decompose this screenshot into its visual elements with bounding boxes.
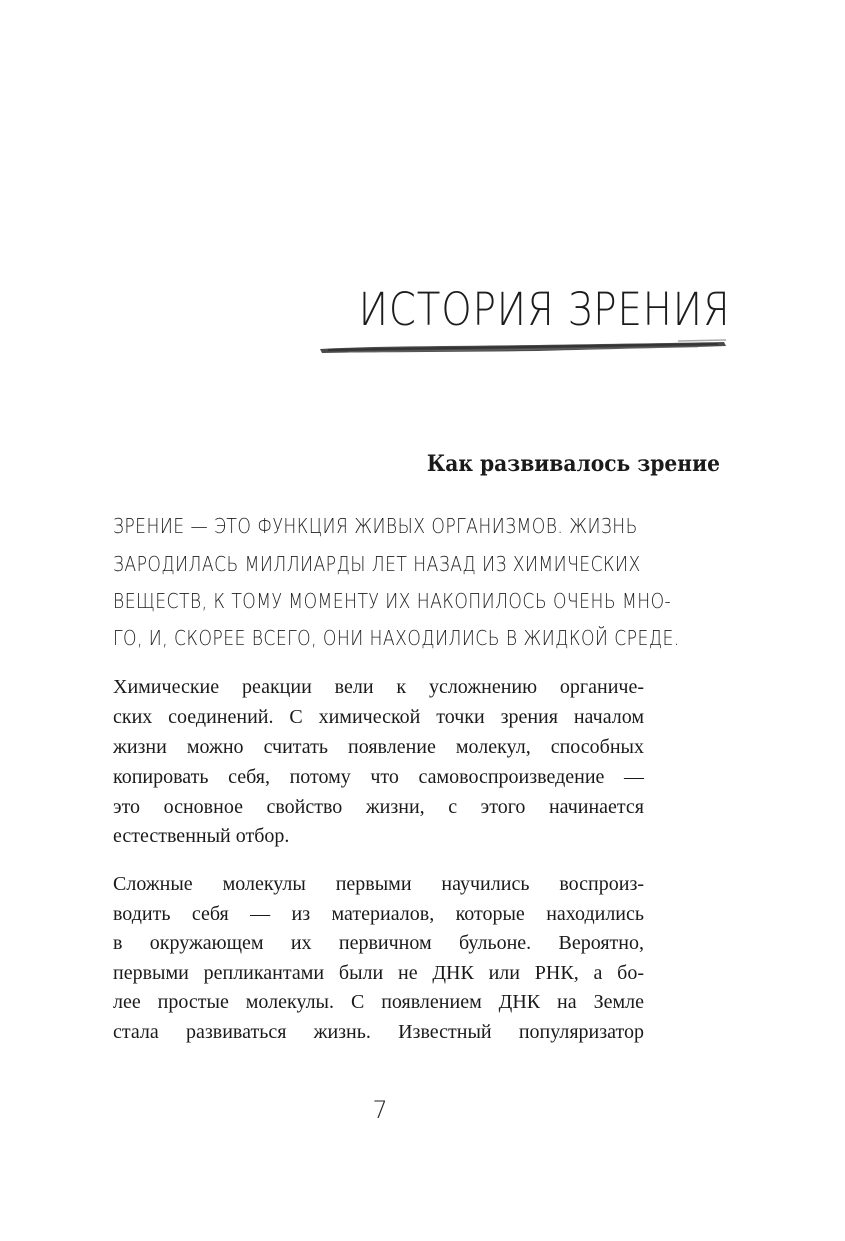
paragraph-line: это основное свойство жизни, с этого начинается <box>113 796 644 818</box>
paragraph-line: стала развиваться жизнь. Известный популяризатор <box>113 1021 644 1043</box>
intro-line: ВЕЩЕСТВ, К ТОМУ МОМЕНТУ ИХ НАКОПИЛОСЬ ОЧЕНЬ МНО- <box>113 589 672 613</box>
paragraph-line: первыми репликантами были не ДНК или РНК, а бо- <box>113 962 644 984</box>
chapter-title: ИСТОРИЯ ЗРЕНИЯ <box>358 283 731 336</box>
paragraph-line: в окружающем их первичном бульоне. Вероятно, <box>113 932 644 954</box>
page-number: 7 <box>372 1096 388 1124</box>
intro-line: ГО, И, СКОРЕЕ ВСЕГО, ОНИ НАХОДИЛИСЬ В ЖИДКОЙ СРЕДЕ. <box>113 626 680 650</box>
section-heading: Как развивалось зрение <box>426 451 720 477</box>
paragraph-line: естественный отбор. <box>113 825 290 847</box>
paragraph-line: Сложные молекулы первыми научились воспроиз- <box>113 873 644 895</box>
paragraph-line: жизни можно считать появление молекул, способных <box>113 736 644 758</box>
paragraph-line: ских соединений. С химической точки зрения началом <box>113 706 644 728</box>
intro-line: ЗАРОДИЛАСЬ МИЛЛИАРДЫ ЛЕТ НАЗАД ИЗ ХИМИЧЕСКИХ <box>113 552 641 576</box>
paragraph-line: Химические реакции вели к усложнению органиче- <box>113 676 644 698</box>
paragraph-line: водить себя — из материалов, которые находились <box>113 903 644 925</box>
paragraph-line: лее простые молекулы. С появлением ДНК на Земле <box>113 991 644 1013</box>
title-underline-brushstroke <box>318 336 728 358</box>
intro-line: ЗРЕНИЕ — ЭТО ФУНКЦИЯ ЖИВЫХ ОРГАНИЗМОВ. ЖИЗНЬ <box>113 514 638 538</box>
paragraph-line: копировать себя, потому что самовоспроизведение — <box>113 766 644 788</box>
